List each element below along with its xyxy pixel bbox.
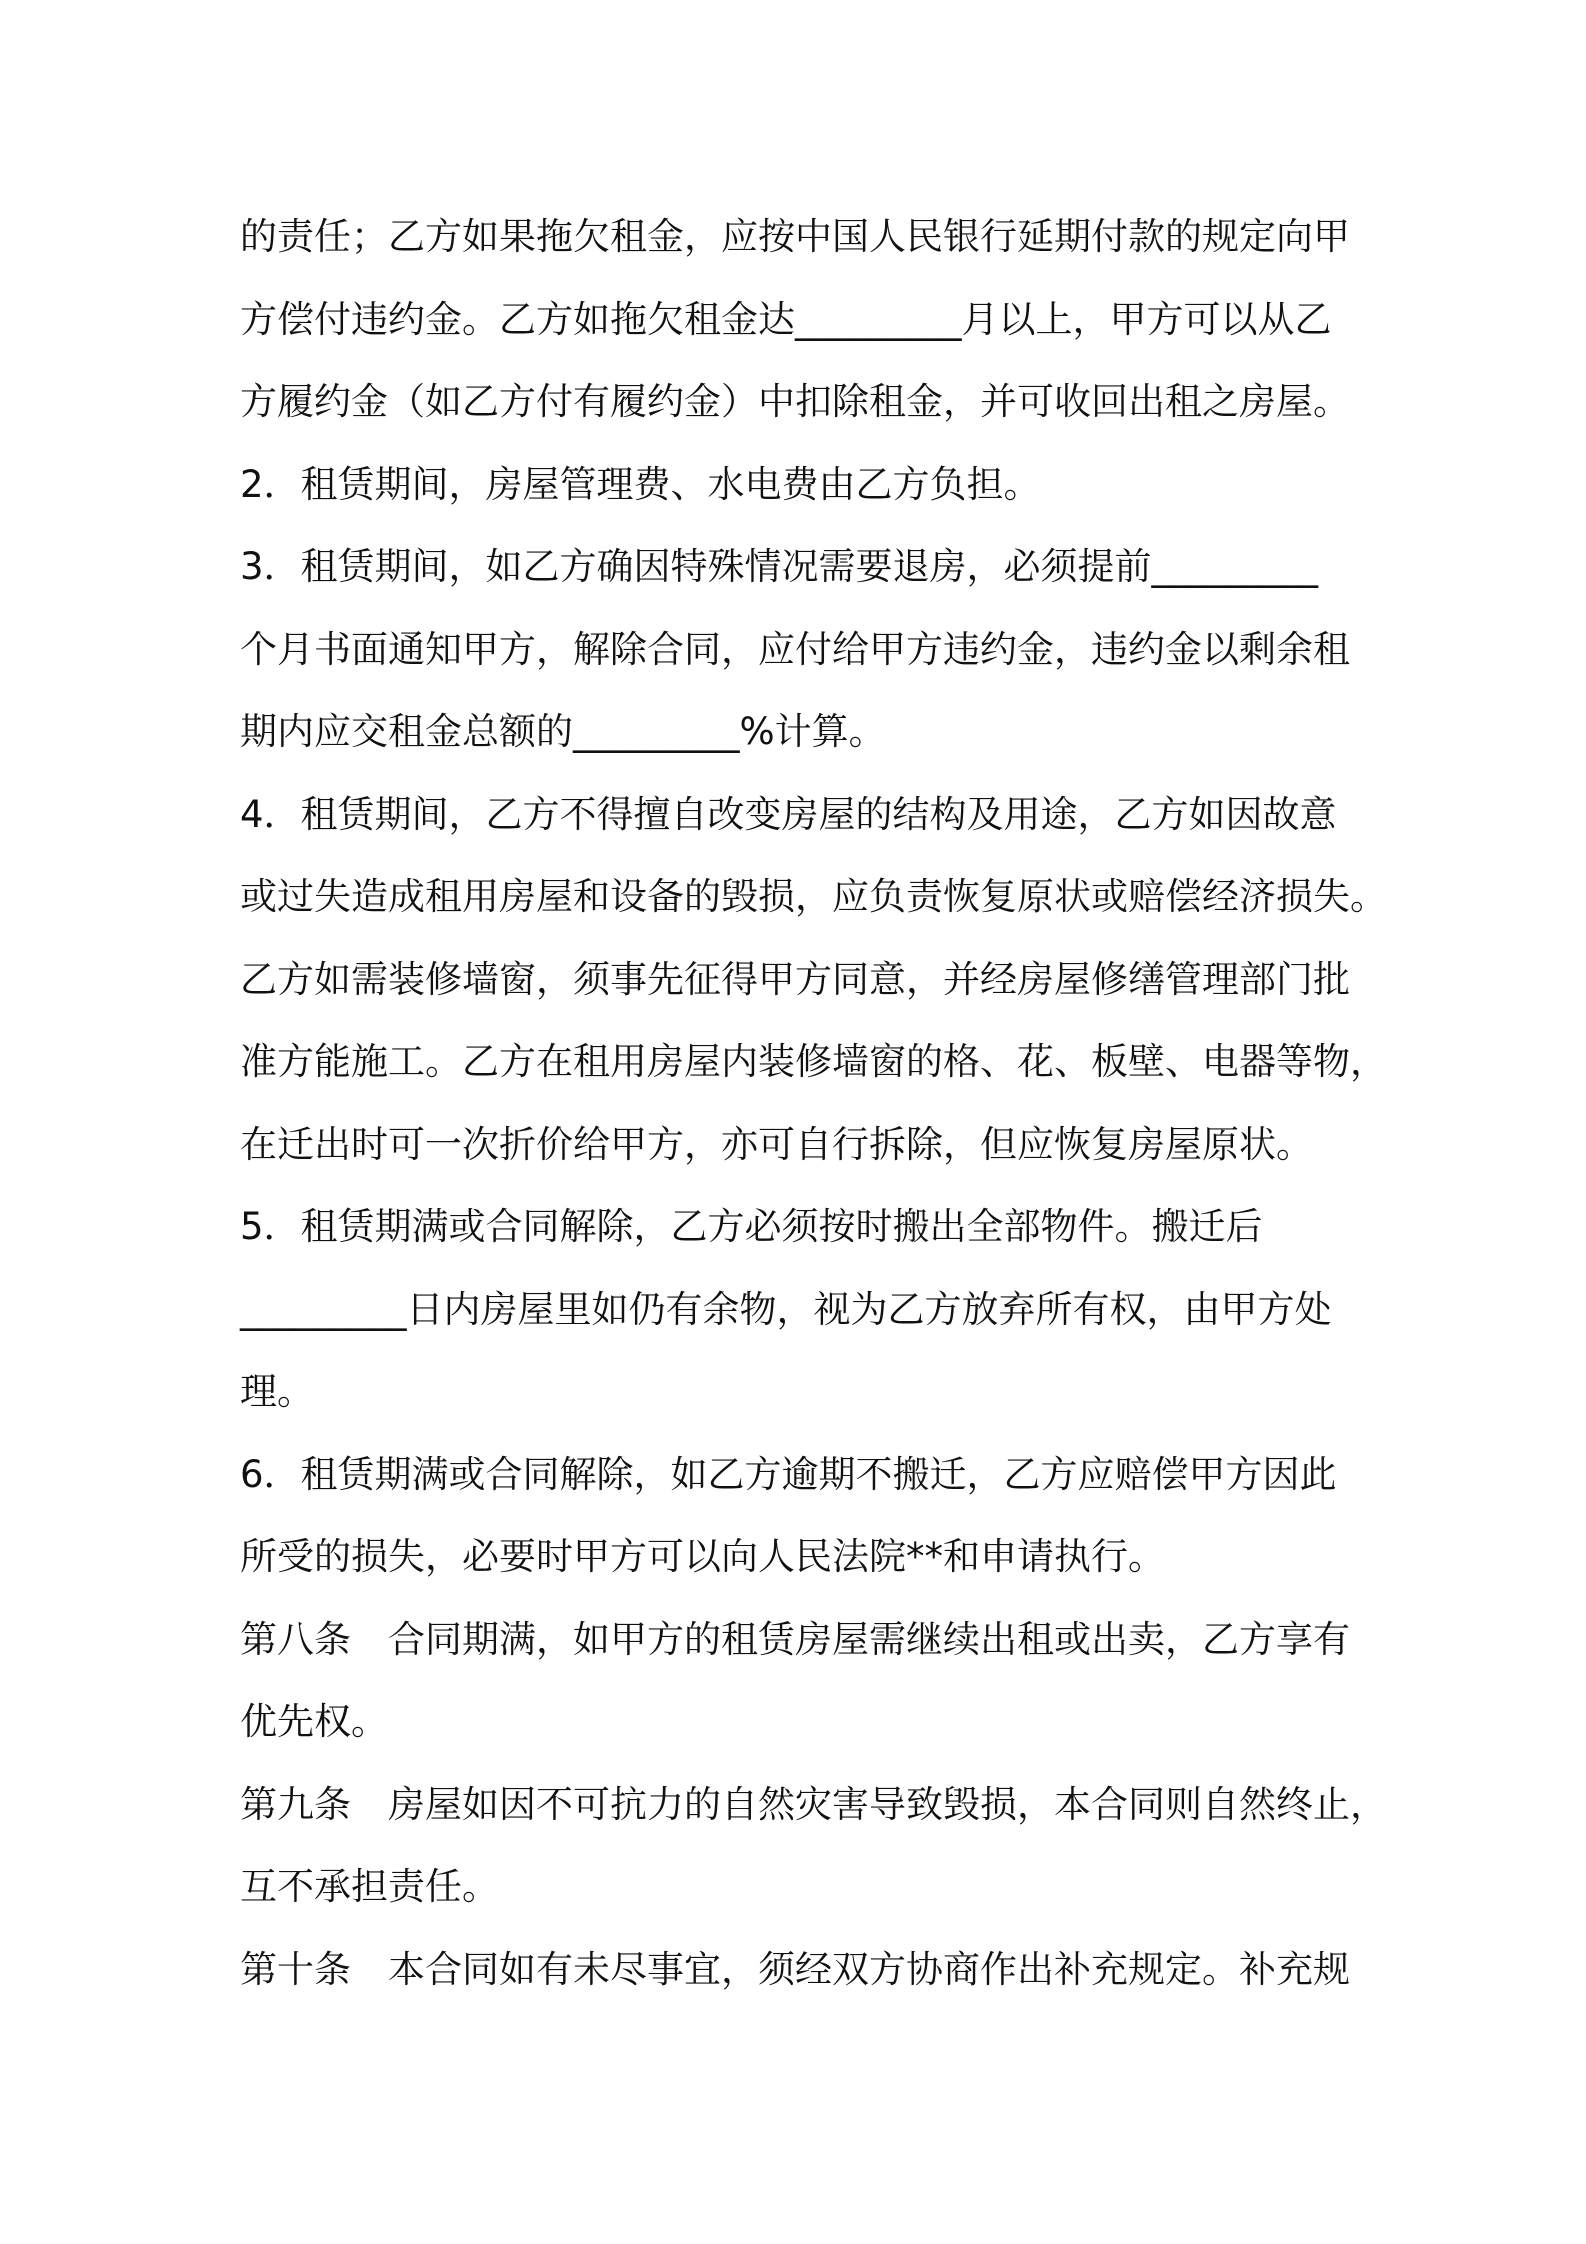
text-line: 乙方如需装修墙窗，须事先征得甲方同意，并经房屋修缮管理部门批 [240,957,1350,1001]
text-line: 3．租赁期间，如乙方确因特殊情况需要退房，必须提前_________ [240,545,1319,588]
text-line: 方偿付违约金。乙方如拖欠租金达_________月以上，甲方可以从乙 [240,297,1332,341]
text-line: 个月书面通知甲方，解除合同，应付给甲方违约金，违约金以剩余租 [240,627,1350,671]
text-line: 在迁出时可一次折价给甲方，亦可自行拆除，但应恢复房屋原状。 [240,1122,1313,1166]
text-line: 6．租赁期满或合同解除，如乙方逾期不搬迁，乙方应赔偿甲方因此 [240,1452,1337,1496]
text-line: 4．租赁期间，乙方不得擅自改变房屋的结构及用途，乙方如因故意 [240,792,1337,836]
text-line: 5．租赁期满或合同解除，乙方必须按时搬出全部物件。搬迁后 [240,1205,1263,1248]
text-line: 所受的损失，必要时甲方可以向人民法院**和申请执行。 [240,1535,1165,1578]
text-line: 或过失造成租用房屋和设备的毁损，应负责恢复原状或赔偿经济损失。 [240,875,1387,918]
text-line: 方履约金（如乙方付有履约金）中扣除租金，并可收回出租之房屋。 [240,380,1350,423]
text-line: 第九条 房屋如因不可抗力的自然灾害导致毁损，本合同则自然终止， [240,1782,1387,1826]
text-line: 理。 [240,1370,314,1413]
text-line: 2．租赁期间，房屋管理费、水电费由乙方负担。 [240,462,1041,506]
text-line: 期内应交租金总额的_________%计算。 [240,710,886,753]
text-line: 优先权。 [240,1700,388,1743]
text-line: 互不承担责任。 [240,1865,499,1908]
text-line: 准方能施工。乙方在租用房屋内装修墙窗的格、花、板壁、电器等物， [240,1040,1387,1083]
text-line: 第八条 合同期满，如甲方的租赁房屋需继续出租或出卖，乙方享有 [240,1617,1350,1661]
contract-text [240,196,1387,2011]
text-line: 的责任；乙方如果拖欠租金，应按中国人民银行延期付款的规定向甲 [240,215,1350,258]
text-line: 第十条 本合同如有未尽事宜，须经双方协商作出补充规定。补充规 [240,1947,1350,1991]
text-line: _________日内房屋里如仍有余物，视为乙方放弃所有权，由甲方处 [240,1287,1332,1331]
